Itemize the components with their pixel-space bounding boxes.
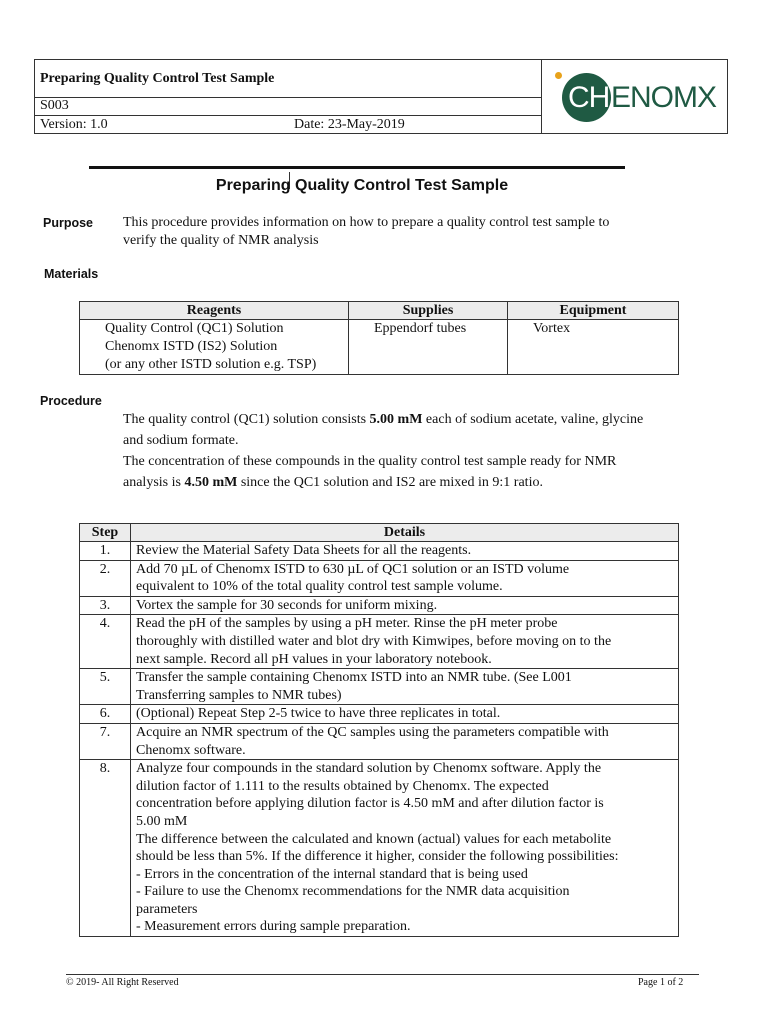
step-line: thoroughly with distilled water and blot dry with Kimwipes, before moving on to the: [136, 633, 612, 649]
step-line: - Errors in the concentration of the internal standard that is being used: [136, 866, 528, 882]
column-header: Step: [80, 524, 131, 542]
materials-header-row: [80, 302, 679, 320]
procedure-text: analysis is: [123, 474, 185, 490]
step-line: Read the pH of the samples by using a pH meter. Rinse the pH meter probe: [136, 616, 558, 632]
copyright-text: © 2019- All Right Reserved: [66, 977, 179, 988]
step-details: [131, 596, 679, 615]
procedure-bold-value: 4.50 mM: [184, 474, 238, 490]
step-line: (Optional) Repeat Step 2-5 twice to have three replicates in total.: [136, 706, 501, 722]
step-line: 5.00 mM: [136, 813, 188, 829]
document-code: S003: [40, 98, 69, 113]
step-line: - Failure to use the Chenomx recommendations for the NMR data acquisition: [136, 884, 570, 900]
step-line: dilution factor of 1.111 to the results obtained by Chenomx. The expected: [136, 778, 549, 794]
step-line: The difference between the calculated and known (actual) values for each metabolite: [136, 831, 612, 847]
column-header: Details: [131, 524, 679, 542]
procedure-label: Procedure: [40, 394, 102, 408]
logo-text-rest: ENOMX: [611, 81, 717, 114]
reagents-cell: [80, 320, 349, 375]
column-header: Equipment: [508, 302, 679, 320]
step-details: [131, 669, 679, 705]
supplies-cell: Eppendorf tubes: [349, 320, 508, 375]
purpose-line: verify the quality of NMR analysis: [123, 233, 319, 248]
step-number: 1.: [80, 542, 131, 561]
table-row: [80, 560, 679, 596]
step-line: Analyze four compounds in the standard solution by Chenomx software. Apply the: [136, 761, 602, 777]
logo-dot: [555, 72, 562, 79]
step-line: next sample. Record all pH values in your laboratory notebook.: [136, 651, 492, 667]
step-line: - Measurement errors during sample preparation.: [136, 919, 411, 935]
procedure-paragraph-2: [123, 452, 616, 493]
document-header: [34, 59, 728, 134]
step-number: 2.: [80, 560, 131, 596]
column-header: Supplies: [349, 302, 508, 320]
purpose-line: This procedure provides information on how to prepare a quality control test sample to: [123, 215, 610, 230]
step-line: Vortex the sample for 30 seconds for uniform mixing.: [136, 597, 438, 613]
steps-table: [79, 523, 679, 937]
table-row: [80, 723, 679, 759]
step-line: Chenomx software.: [136, 742, 246, 758]
step-line: equivalent to 10% of the total quality control test sample volume.: [136, 579, 503, 595]
step-line: should be less than 5%. If the difference it higher, consider the following possibilities:: [136, 849, 619, 865]
page-number: Page 1 of 2: [638, 977, 684, 988]
step-details: [131, 615, 679, 669]
reagent-item: Chenomx ISTD (IS2) Solution: [105, 339, 278, 354]
materials-table: [79, 301, 679, 375]
step-details: [131, 705, 679, 724]
header-title-row: [35, 60, 541, 98]
step-line: Add 70 µL of Chenomx ISTD to 630 µL of QC1 solution or an ISTD volume: [136, 561, 570, 577]
table-row: [80, 669, 679, 705]
step-number: 4.: [80, 615, 131, 669]
title-rule: [89, 166, 625, 169]
header-title: Preparing Quality Control Test Sample: [40, 71, 275, 86]
procedure-paragraph-1: [123, 410, 643, 451]
step-number: 6.: [80, 705, 131, 724]
procedure-bold-value: 5.00 mM: [369, 412, 423, 427]
page-title: Preparing Quality Control Test Sample: [215, 177, 509, 194]
table-row: [80, 542, 679, 561]
step-line: Review the Material Safety Data Sheets for all the reagents.: [136, 543, 472, 558]
header-version-row: [35, 116, 541, 133]
purpose-text: [123, 214, 609, 250]
equipment-cell: Vortex: [508, 320, 679, 375]
step-line: parameters: [136, 901, 198, 917]
step-line: Transfer the sample containing Chenomx ISTD into an NMR tube. (See L001: [136, 670, 572, 686]
table-row: [80, 760, 679, 937]
step-number: 8.: [80, 760, 131, 937]
document-version: Version: 1.0: [40, 117, 108, 132]
table-row: [80, 615, 679, 669]
materials-row: [80, 320, 679, 375]
footer-rule: [66, 974, 699, 975]
step-line: Transferring samples to NMR tubes): [136, 687, 342, 703]
reagent-item: Quality Control (QC1) Solution: [105, 321, 284, 336]
step-details: [131, 723, 679, 759]
step-number: 3.: [80, 596, 131, 615]
step-line: Acquire an NMR spectrum of the QC samples using the parameters compatible with: [136, 724, 609, 740]
logo-text-ch: CH: [568, 81, 610, 114]
procedure-text: and sodium formate.: [123, 432, 239, 448]
header-code-row: [35, 97, 541, 116]
procedure-text: since the QC1 solution and IS2 are mixed in 9:1 ratio.: [237, 474, 543, 490]
document-date: Date: 23-May-2019: [294, 117, 405, 132]
header-info: [35, 60, 542, 133]
chenomx-logo: [553, 68, 725, 126]
reagent-item: (or any other ISTD solution e.g. TSP): [105, 357, 317, 372]
step-details: [131, 542, 679, 561]
table-row: [80, 705, 679, 724]
table-row: [80, 596, 679, 615]
procedure-text: The concentration of these compounds in the quality control test sample ready for NMR: [123, 454, 617, 469]
step-line: concentration before applying dilution factor is 4.50 mM and after dilution factor is: [136, 796, 604, 812]
step-number: 5.: [80, 669, 131, 705]
purpose-label: Purpose: [43, 216, 94, 230]
steps-header-row: [80, 524, 679, 542]
step-details: [131, 760, 679, 937]
procedure-text: The quality control (QC1) solution consists: [123, 412, 370, 427]
materials-label: Materials: [44, 267, 99, 281]
step-details: [131, 560, 679, 596]
column-header: Reagents: [80, 302, 349, 320]
step-number: 7.: [80, 723, 131, 759]
procedure-text: each of sodium acetate, valine, glycine: [422, 412, 644, 427]
